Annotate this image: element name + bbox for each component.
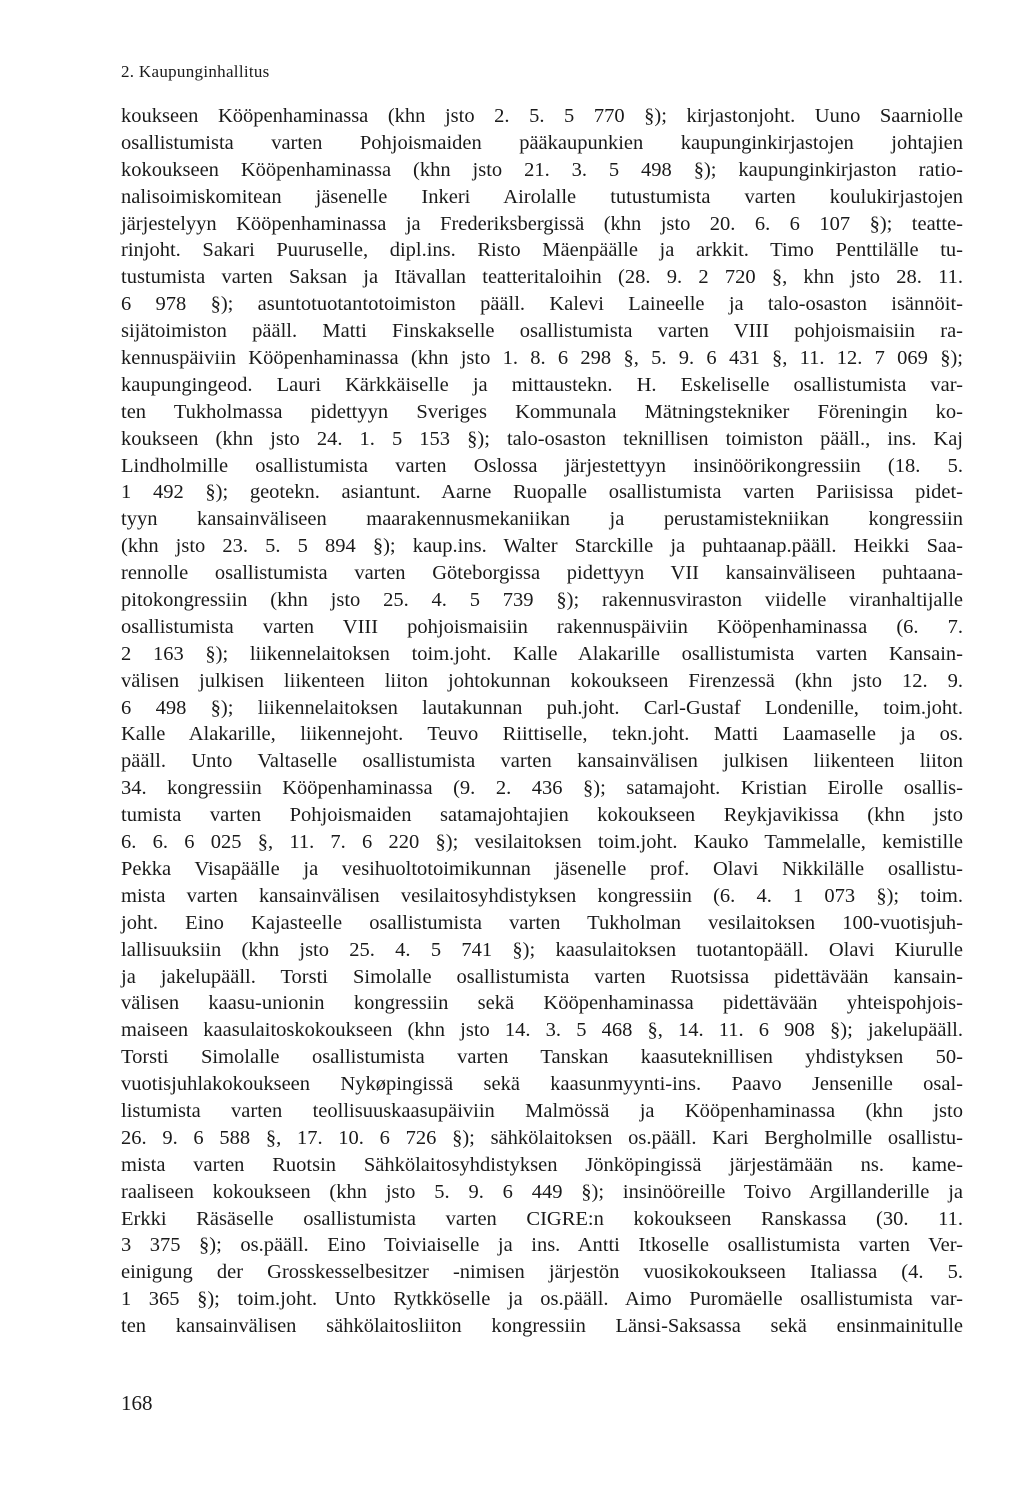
text-line: kaupungingeod. Lauri Kärkkäiselle ja mittaustekn. H. Eskeliselle osallistumista var-	[121, 373, 963, 396]
text-line: välisen julkisen liikenteen liiton johtokunnan kokoukseen Firenzessä (khn jsto 12. 9.	[121, 669, 963, 692]
text-line: 26. 9. 6 588 §, 17. 10. 6 726 §); sähkölaitoksen os.pääll. Kari Bergholmille osallistu-	[121, 1126, 963, 1149]
text-line: 34. kongressiin Kööpenhaminassa (9. 2. 436 §); satamajoht. Kristian Eirolle osallis-	[121, 777, 963, 800]
text-line: Pekka Visapäälle ja vesihuoltotoimikunnan jäsenelle prof. Olavi Nikkilälle osallistu-	[121, 857, 963, 880]
text-line: tumista varten Pohjoismaiden satamajohtajien kokoukseen Reykjavikissa (khn jsto	[121, 804, 963, 827]
text-line: pitokongressiin (khn jsto 25. 4. 5 739 §); rakennusviraston viidelle viranhaltijalle	[121, 589, 963, 612]
text-line: koukseen (khn jsto 24. 1. 5 153 §); talo-osaston teknillisen toimiston pääll., ins. Kaj	[121, 427, 963, 450]
text-line: mista varten Ruotsin Sähkölaitosyhdistyksen Jönköpingissä järjestämään ns. kame-	[121, 1153, 963, 1176]
text-line: Erkki Räsäselle osallistumista varten CIGRE:n kokoukseen Ranskassa (30. 11.	[121, 1207, 963, 1230]
text-line: lallisuuksiin (khn jsto 25. 4. 5 741 §); kaasulaitoksen tuotantopääll. Olavi Kiurulle	[121, 938, 963, 961]
body-text	[121, 103, 963, 1340]
text-line: mista varten kansainvälisen vesilaitosyhdistyksen kongressiin (6. 4. 1 073 §); toim.	[121, 884, 963, 907]
text-line: osallistumista varten Pohjoismaiden pääkaupunkien kaupunginkirjastojen johtajien	[121, 131, 963, 154]
text-line: raaliseen kokoukseen (khn jsto 5. 9. 6 449 §); insinööreille Toivo Argillanderille ja	[121, 1180, 963, 1203]
text-line: nalisoimiskomitean jäsenelle Inkeri Airolalle tutustumista varten koulukirjastojen	[121, 185, 963, 208]
text-line: koukseen Kööpenhaminassa (khn jsto 2. 5. 5 770 §); kirjastonjoht. Uuno Saarniolle	[121, 105, 963, 127]
text-line: einigung der Grosskesselbesitzer -nimisen järjestön vuosikokoukseen Italiassa (4. 5.	[121, 1261, 963, 1284]
text-line: välisen kaasu-unionin kongressiin sekä Kööpenhaminassa pidettävään yhteispohjois-	[121, 992, 963, 1015]
text-line: tyyn kansainväliseen maarakennusmekaniikan ja perustamistekniikan kongressiin	[121, 508, 963, 531]
text-line: 3 375 §); os.pääll. Eino Toiviaiselle ja ins. Antti Itkoselle osallistumista varten Ver-	[121, 1234, 963, 1257]
text-line: 6 498 §); liikennelaitoksen lautakunnan puh.joht. Carl-Gustaf Londenille, toim.joht.	[121, 696, 963, 719]
text-line: pääll. Unto Valtaselle osallistumista varten kansainvälisen julkisen liikenteen liiton	[121, 750, 963, 773]
text-line: 2 163 §); liikennelaitoksen toim.joht. Kalle Alakarille osallistumista varten Kansain-	[121, 642, 963, 665]
text-line: Torsti Simolalle osallistumista varten Tanskan kaasuteknillisen yhdistyksen 50-	[121, 1046, 963, 1069]
text-line: listumista varten teollisuuskaasupäiviin Malmössä ja Kööpenhaminassa (khn jsto	[121, 1099, 963, 1122]
text-line: vuotisjuhlakokoukseen Nykøpingissä sekä kaasunmyynti-ins. Paavo Jensenille osal-	[121, 1073, 963, 1096]
text-line: rinjoht. Sakari Puuruselle, dipl.ins. Risto Mäenpäälle ja arkkit. Timo Penttilälle tu-	[121, 239, 963, 262]
text-line: rennolle osallistumista varten Göteborgissa pidettyyn VII kansainväliseen puhtaana-	[121, 562, 963, 585]
text-line: (khn jsto 23. 5. 5 894 §); kaup.ins. Walter Starckille ja puhtaanap.pääll. Heikki Saa-	[121, 535, 963, 558]
text-line: Kalle Alakarille, liikennejoht. Teuvo Riittiselle, tekn.joht. Matti Laamaselle ja os.	[121, 723, 963, 746]
text-line: ja jakelupääll. Torsti Simolalle osallistumista varten Ruotsissa pidettävään kansain-	[121, 965, 963, 988]
text-line: ten kansainvälisen sähkölaitosliiton kongressiin Länsi-Saksassa sekä ensinmainitulle	[121, 1315, 963, 1338]
text-line: sijätoimiston pääll. Matti Finskakselle osallistumista varten VIII pohjoismaisiin ra-	[121, 320, 963, 343]
text-line: maiseen kaasulaitoskokoukseen (khn jsto 14. 3. 5 468 §, 14. 11. 6 908 §); jakelupääll.	[121, 1019, 963, 1042]
text-line: kokoukseen Kööpenhaminassa (khn jsto 21. 3. 5 498 §); kaupunginkirjaston ratio-	[121, 158, 963, 181]
text-line: 6. 6. 6 025 §, 11. 7. 6 220 §); vesilaitoksen toim.joht. Kauko Tammelalle, kemistille	[121, 831, 963, 854]
text-line: 1 365 §); toim.joht. Unto Rytkköselle ja os.pääll. Aimo Puromäelle osallistumista var-	[121, 1288, 963, 1311]
text-line: tustumista varten Saksan ja Itävallan teatteritaloihin (28. 9. 2 720 §, khn jsto 28. 11.	[121, 266, 963, 289]
text-line: kennuspäiviin Kööpenhaminassa (khn jsto 1. 8. 6 298 §, 5. 9. 6 431 §, 11. 12. 7 069 §);	[121, 347, 963, 370]
text-line: järjestelyyn Kööpenhaminassa ja Frederiksbergissä (khn jsto 20. 6. 6 107 §); teatte-	[121, 212, 963, 235]
page-number: 168	[121, 1391, 153, 1415]
text-line: Lindholmille osallistumista varten Oslossa järjestettyyn insinöörikongressiin (18. 5.	[121, 454, 963, 477]
running-head: 2. Kaupunginhallitus	[121, 62, 270, 81]
text-line: joht. Eino Kajasteelle osallistumista varten Tukholman vesilaitoksen 100-vuotisjuh-	[121, 911, 963, 934]
text-line: osallistumista varten VIII pohjoismaisiin rakennuspäiviin Kööpenhaminassa (6. 7.	[121, 615, 963, 638]
text-line: 1 492 §); geotekn. asiantunt. Aarne Ruopalle osallistumista varten Pariisissa pidet-	[121, 481, 963, 504]
text-line: ten Tukholmassa pidettyyn Sveriges Kommunala Mätningstekniker Föreningin ko-	[121, 400, 963, 423]
text-line: 6 978 §); asuntotuotantotoimiston pääll. Kalevi Laineelle ja talo-osaston isännöit-	[121, 293, 963, 316]
